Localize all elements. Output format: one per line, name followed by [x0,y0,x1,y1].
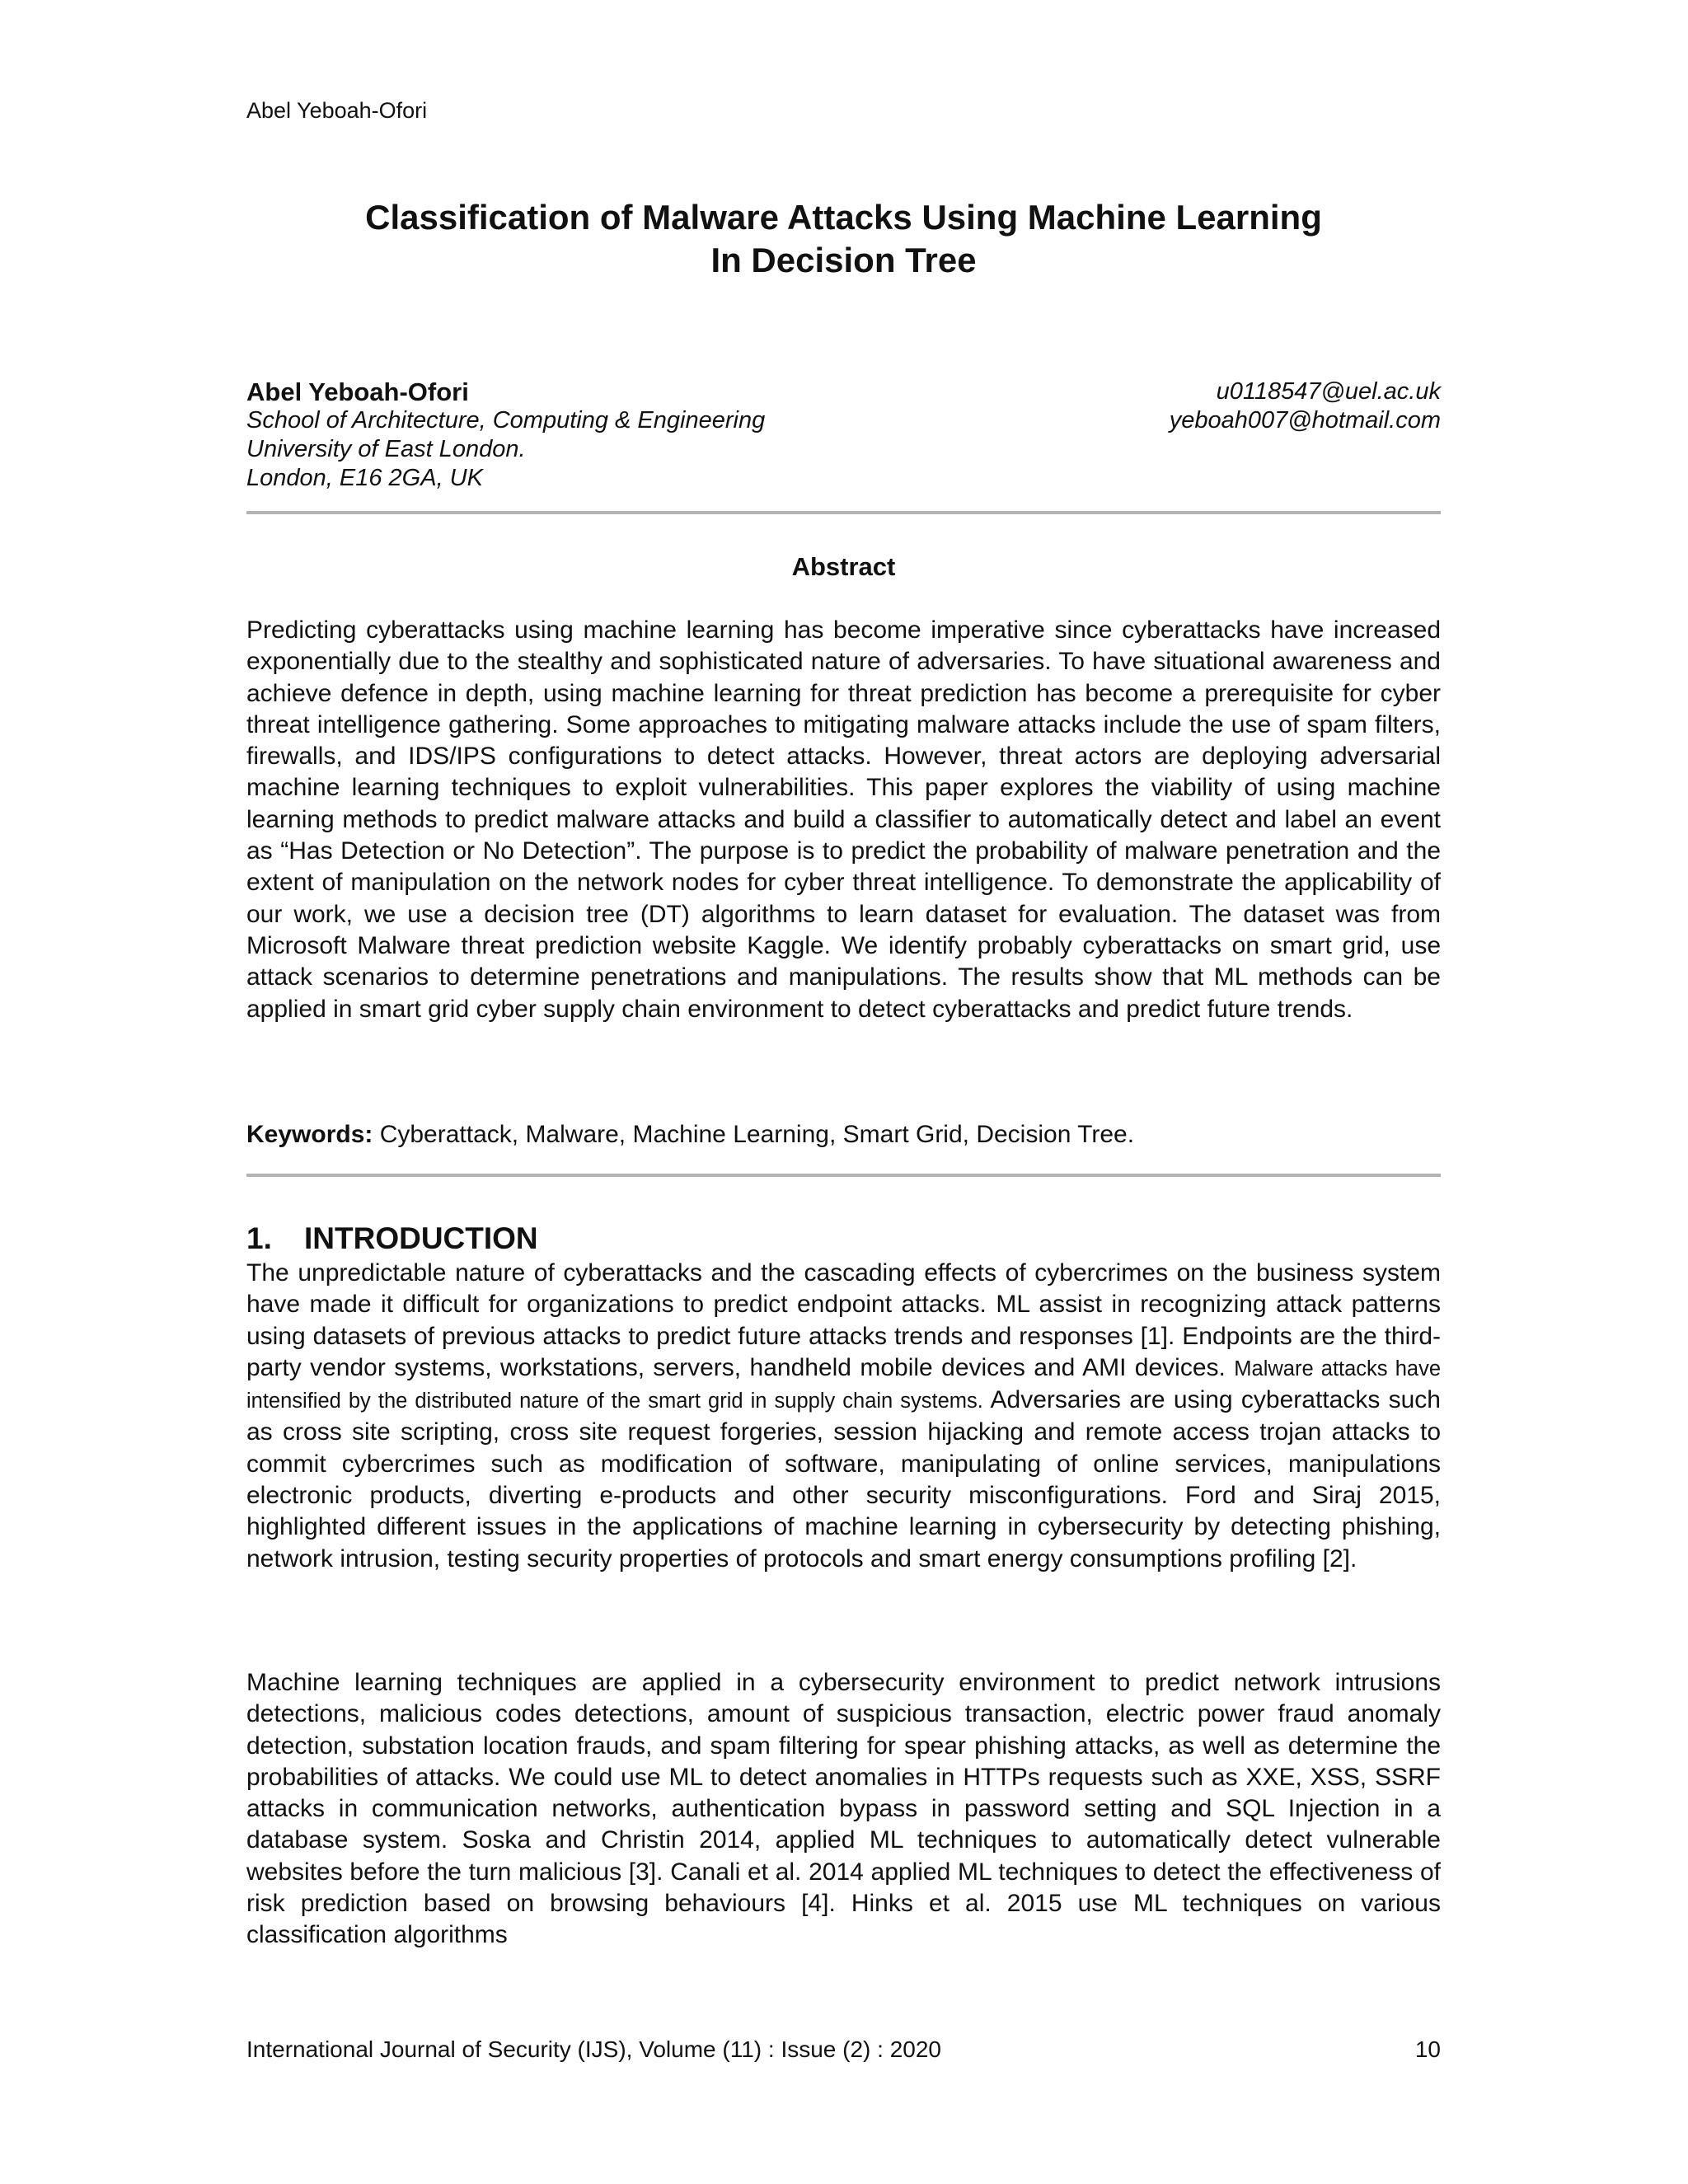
author-emails [1029,377,1441,435]
abstract-heading: Abstract [791,552,896,581]
introduction-paragraph-1 [246,1258,1441,1575]
title-line-1: Classification of Malware Attacks Using Machine Learning [365,198,1322,237]
section-number: 1. [246,1221,272,1255]
keywords-text: Cyberattack, Malware, Machine Learning, Smart Grid, Decision Tree. [373,1121,1135,1148]
abstract-text: Predicting cyberattacks using machine learning has become imperative since cyberattacks have increased exponentially due to the stealthy and sophisticated nature of adversaries. To have situational awareness and achieve defence in depth, using machine learning for threat prediction has become a prerequisite for cyber threat intelligence gathering. Some approaches to mitigating malware attacks include the use of spam filters, firewalls, and IDS/IPS configurations to detect attacks. However, threat actors are deploying adversarial machine learning techniques to exploit vulnerabilities. This paper explores the viability of using machine learning methods to predict malware attacks and build a classifier to automatically detect and label an event as “Has Detection or No Detection”. The purpose is to predict the probability of malware penetration and the extent of manipulation on the network nodes for cyber threat intelligence. To demonstrate the applicability of our work, we use a decision tree (DT) algorithms to learn dataset for evaluation. The dataset was from Microsoft Malware threat prediction website Kaggle. We identify probably cyberattacks on smart grid, use attack scenarios to determine penetrations and manipulations. The results show that ML methods can be applied in smart grid cyber supply chain environment to detect cyberattacks and predict future trends. [246,616,1441,1023]
divider-bottom [246,1174,1441,1177]
page-number: 10 [1414,2036,1441,2062]
affiliation-line-1: School of Architecture, Computing & Engineering [246,407,766,434]
keywords [246,1119,1441,1151]
author-info [246,377,1071,493]
affiliation-line-2: University of East London. [246,436,526,462]
email-1: u0118547@uel.ac.uk [1216,378,1441,405]
intro-p1-small-sentence: Malware attacks have intensified by the distributed nature of the smart grid in supply chain systems. [246,1357,1442,1413]
section-heading-introduction [246,1221,538,1256]
divider-top [246,511,1441,514]
running-head: Abel Yeboah-Ofori [246,98,428,123]
keywords-label: Keywords: [246,1121,373,1148]
intro-p1-end: Adversaries are using cyberattacks such as cross site scripting, cross site request forgeries, session hijacking and remote access trojan attacks to commit cybercrimes such as modification of software, manipulating of online services, manipulations electronic products, diverting e-products and other security misconfigurations. Ford and Siraj 2015, highlighted different issues in the applications of machine learning in cybersecurity by detecting phishing, network intrusion, testing security properties of protocols and smart energy consumptions profiling [2]. [246,1386,1441,1572]
introduction-paragraph-2: Machine learning techniques are applied in a cybersecurity environment to predict network intrusions detections, malicious codes detections, amount of suspicious transaction, electric power fraud anomaly detection, substation location frauds, and spam filtering for spear phishing attacks, as well as determine the probabilities of attacks. We could use ML to detect anomalies in HTTPs requests such as XXE, XSS, SSRF attacks in communication networks, authentication bypass in password setting and SQL Injection in a database system. Soska and Christin 2014, applied ML techniques to automatically detect vulnerable websites before the turn malicious [3]. Canali et al. 2014 applied ML techniques to detect the effectiveness of risk prediction based on browsing behaviours [4]. Hinks et al. 2015 use ML techniques on various classification algorithms [246,1669,1441,1949]
email-2: yeboah007@hotmail.com [1169,407,1441,434]
section-title: INTRODUCTION [304,1221,538,1255]
title-line-2: In Decision Tree [710,241,977,279]
footer-journal: International Journal of Security (IJS), Volume (11) : Issue (2) : 2020 [246,2036,941,2062]
intro-p1-start: The unpredictable nature of cyberattacks and the cascading effects of cybercrimes on the business system have made it difficult for organizations to predict endpoint attacks. ML assist in recognizing attack patterns using datasets of previous attacks to predict future attacks trends and responses [1]. Endpoints are the third-party vendor systems, workstations, servers, handheld mobile devices and AMI devices. [246,1259,1441,1381]
paper-title [246,196,1441,282]
author-name: Abel Yeboah-Ofori [246,377,469,406]
affiliation-line-3: London, E16 2GA, UK [246,465,483,491]
